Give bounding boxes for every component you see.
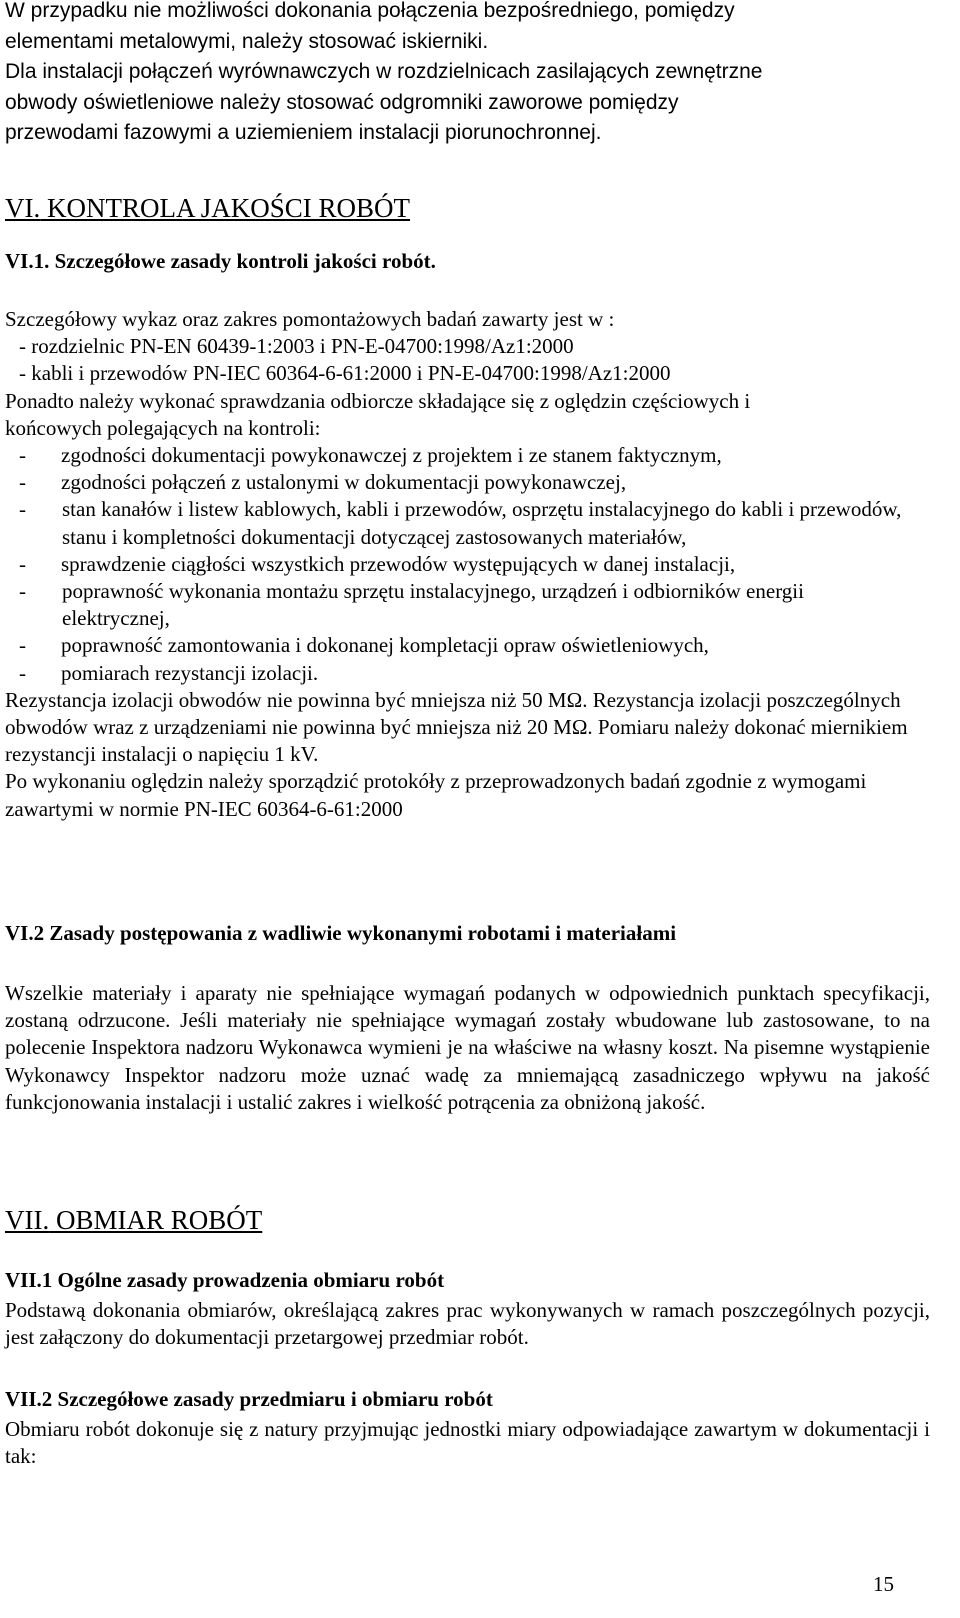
intro-line: Dla instalacji połączeń wyrównawczych w rozdzielnicach zasilających zewnętrzne [5, 60, 763, 83]
section-title: OBMIAR ROBÓT [55, 1205, 263, 1235]
defects-paragraph: Wszelkie materiały i aparaty nie spełniające wymagań podanych w odpowiednich punktach specyfikacji, zostaną odrzucone. Jeśli materiały nie spełniające wymagań zostały wbudowane lub zastosowane, to na polecenie Inspektora nadzoru Wykonawca wymieni je na właściwe na własny koszt. Na pisemne wystąpienie Wykonawcy Inspektor nadzoru może uznać wadę za mniemającą zasadniczego wpływu na jakość funkcjonowania instalacji i ustalić zakres i wielkość potrącenia za obniżoną jakość. [5, 981, 930, 1114]
subsection-title: VI.1. Szczegółowe zasady kontroli jakości robót. [5, 249, 436, 273]
list-item: - sprawdzenie ciągłości wszystkich przewodów występujących w danej instalacji, [19, 551, 736, 576]
list-item: - poprawność zamontowania i dokonanej kompletacji opraw oświetleniowych, [19, 633, 709, 658]
measurement-paragraph: Podstawą dokonania obmiarów, określającą zakres prac wykonywanych w ramach poszczególnych pozycji, jest załączony do dokumentacji przetargowej przedmiar robót. [5, 1298, 930, 1350]
norm-line: - kabli i przewodów PN-IEC 60364-6-61:2000 i PN-E-04700:1998/Az1:2000 [19, 361, 671, 386]
checks-line: Ponadto należy wykonać sprawdzania odbiorcze składające się z oględzin częściowych i [5, 388, 751, 413]
subsection-title: VII.2 Szczegółowe zasady przedmiaru i obmiaru robót [5, 1387, 493, 1411]
subsection-title: VI.2 Zasady postępowania z wadliwie wykonanymi robotami i materiałami [5, 921, 677, 945]
norm-line: - rozdzielnic PN-EN 60439-1:2003 i PN-E-04700:1998/Az1:2000 [19, 334, 574, 359]
list-item: - pomiarach rezystancji izolacji. [19, 660, 319, 685]
section-heading [5, 193, 930, 224]
subsection-heading [5, 921, 930, 946]
section-title: KONTROLA JAKOŚCI ROBÓT [47, 193, 411, 223]
page-number: 15 [873, 1572, 894, 1596]
list-item: - zgodności dokumentacji powykonawczej z projektem i ze stanem faktycznym, [19, 443, 722, 468]
measurement-paragraph: Obmiaru robót dokonuje się z natury przyjmując jednostki miary odpowiadające zawartym w dokumentacji i tak: [5, 1417, 930, 1469]
intro-paragraph [5, 0, 930, 149]
subsection-heading [5, 1268, 930, 1293]
inspection-intro: Szczegółowy wykaz oraz zakres pomontażowych badań zawarty jest w : [5, 307, 615, 331]
subsection-title: VII.1 Ogólne zasady prowadzenia obmiaru robót [5, 1268, 445, 1292]
protocols-paragraph: Po wykonaniu oględzin należy sporządzić protokóły z przeprowadzonych badań zgodnie z wymogami zawartymi w normie PN-IEC 60364-6-61:2000 [5, 769, 867, 821]
section-heading [5, 1205, 930, 1236]
intro-line: przewodami fazowymi a uziemieniem instalacji piorunochronnej. [5, 121, 602, 144]
subsection-heading [5, 1387, 930, 1412]
section-number: VI. [5, 193, 41, 223]
intro-line: W przypadku nie możliwości dokonania połączenia bezpośredniego, pomiędzy [5, 0, 735, 22]
checks-line: końcowych polegających na kontroli: [5, 415, 321, 440]
list-item: - zgodności połączeń z ustalonymi w dokumentacji powykonawczej, [19, 470, 627, 495]
subsection-heading [5, 249, 930, 274]
intro-line: obwody oświetleniowe należy stosować odgromniki zaworowe pomiędzy [5, 90, 679, 114]
list-item: - stan kanałów i listew kablowych, kabli i przewodów, osprzętu instalacyjnego do kabli i przewodów, stanu i kompletności dokumentacji dotyczącej zastosowanych materiałów, [19, 497, 902, 549]
inspection-block [5, 306, 930, 823]
intro-line: elementami metalowymi, należy stosować iskierniki. [5, 29, 489, 53]
list-item: - poprawność wykonania montażu sprzętu instalacyjnego, urządzeń i odbiorników energii elektrycznej, [19, 579, 804, 631]
resistance-paragraph: Rezystancja izolacji obwodów nie powinna być mniejsza niż 50 MΩ. Rezystancja izolacji poszczególnych obwodów wraz z urządzeniami nie powinna być mniejsza niż 20 MΩ. Pomiaru należy dokonać miernikiem rezystancji instalacji o napięciu 1 kV. [5, 687, 908, 767]
section-number: VII. [5, 1205, 50, 1235]
